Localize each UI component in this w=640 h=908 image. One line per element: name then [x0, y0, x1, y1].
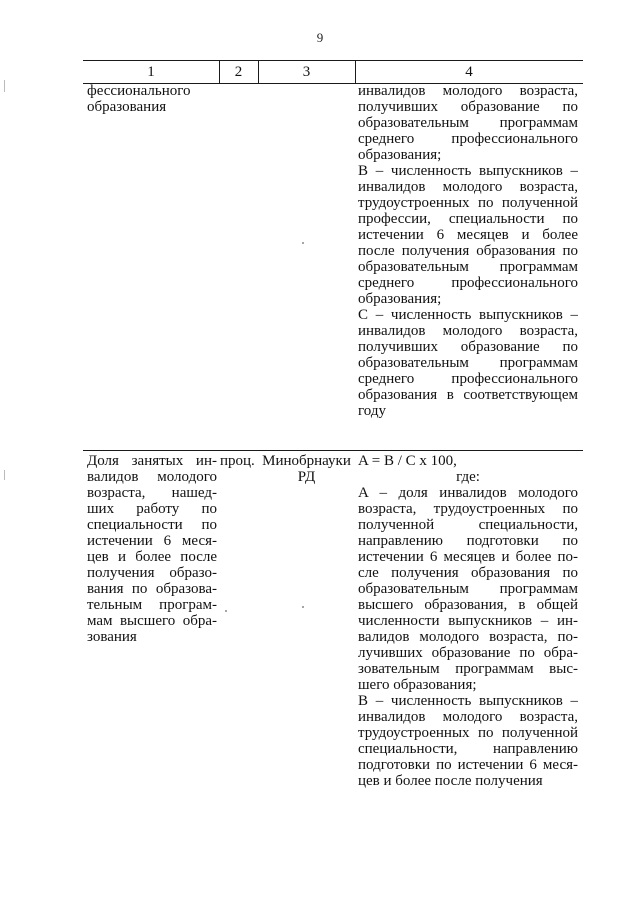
header-col-2: 2 [234, 64, 243, 80]
text-line: трудоустроенных по полученной [358, 725, 578, 741]
formula-cell [358, 453, 578, 789]
text-line: профессии, специальности по [358, 211, 578, 227]
text-line: специальности, направлению [358, 741, 578, 757]
text-line: трудоустроенных по полученной [358, 195, 578, 211]
text-line: вания по образова- [87, 581, 217, 597]
text-line: сле получения образования по [358, 565, 578, 581]
header-col-3: 3 [302, 64, 311, 80]
text-line: инвалидов молодого возраста, [358, 83, 578, 99]
header-col-4: 4 [465, 64, 473, 80]
text-line: шего образования; [358, 677, 477, 693]
text-line: среднего профессионального [358, 131, 578, 147]
text-line: зовательным программам выс- [358, 661, 578, 677]
continued-row-col1 [87, 83, 217, 115]
text-line: тельным програм- [87, 597, 217, 613]
text-line: после получения образования по [358, 243, 578, 259]
text-line: мам высшего обра- [87, 613, 217, 629]
row-divider [83, 450, 583, 451]
text-line: истечении 6 меся- [87, 533, 217, 549]
text-line: валидов молодого [87, 469, 217, 485]
text-line: инвалидов молодого возраста, [358, 179, 578, 195]
text-line: A – доля инвалидов молодого [358, 485, 578, 501]
text-line: образовательным программам [358, 259, 578, 275]
scan-edge-mark [4, 80, 5, 92]
indicator-name-cell [87, 453, 217, 645]
text-line: образования в соответствующем [358, 387, 578, 403]
text-line: образовательным программам [358, 581, 578, 597]
text-line: полученной специальности, [358, 517, 578, 533]
text-line: высшего образования, в общей [358, 597, 578, 613]
unit-cell [220, 453, 257, 469]
text-line: подготовки по истечении 6 меся- [358, 757, 578, 773]
responsible-body-cell [259, 453, 354, 485]
text-line: среднего профессионального [358, 275, 578, 291]
scan-speck [225, 610, 227, 612]
text-line: истечении 6 месяцев и более [358, 227, 578, 243]
continued-row-col4 [358, 83, 578, 419]
text-line: C – численность выпускников – [358, 307, 578, 323]
text-line: ших работу по [87, 501, 217, 517]
text-line: среднего профессионального [358, 371, 578, 387]
text-line: численности выпускников – ин- [358, 613, 578, 629]
header-col-1: 1 [147, 64, 155, 80]
text-line: специальности по [87, 517, 217, 533]
formula-line: A = B / C x 100, [358, 453, 457, 469]
text-line: цев и более после получения [358, 773, 543, 789]
text-line: образовательным программам [358, 355, 578, 371]
text-line: РД [297, 469, 316, 485]
text-line: образования; [358, 291, 442, 307]
text-line: получивших образование по [358, 99, 578, 115]
text-line: инвалидов молодого возраста, [358, 709, 578, 725]
text-line: образовательным программам [358, 115, 578, 131]
indicator-table [83, 60, 583, 908]
text-line: получения образо- [87, 565, 217, 581]
text-line: Доля занятых ин- [87, 453, 217, 469]
text-line: Минобрнауки [262, 453, 351, 469]
text-line: лучивших образование по обра- [358, 645, 578, 661]
text-line: возраста, трудоустроенных по [358, 501, 578, 517]
text-line: году [358, 403, 386, 419]
text-line: инвалидов молодого возраста, [358, 323, 578, 339]
text-line: направлению подготовки по [358, 533, 578, 549]
text-line: где: [456, 469, 480, 485]
text-line: получивших образование по [358, 339, 578, 355]
text-line: фессионального [87, 83, 191, 99]
unit-text: проц. [220, 453, 255, 469]
text-line: валидов молодого возраста, по- [358, 629, 578, 645]
text-line: зования [87, 629, 137, 645]
page-number: 9 [316, 30, 324, 45]
text-line: цев и более после [87, 549, 217, 565]
text-line: образования; [358, 147, 442, 163]
text-line: образования [87, 99, 167, 115]
text-line: B – численность выпускников – [358, 693, 578, 709]
text-line: истечении 6 месяцев и более по- [358, 549, 578, 565]
scan-edge-mark [4, 470, 5, 480]
scan-speck [302, 242, 304, 244]
text-line: B – численность выпускников – [358, 163, 578, 179]
text-line: возраста, нашед- [87, 485, 217, 501]
scan-speck [302, 606, 304, 608]
